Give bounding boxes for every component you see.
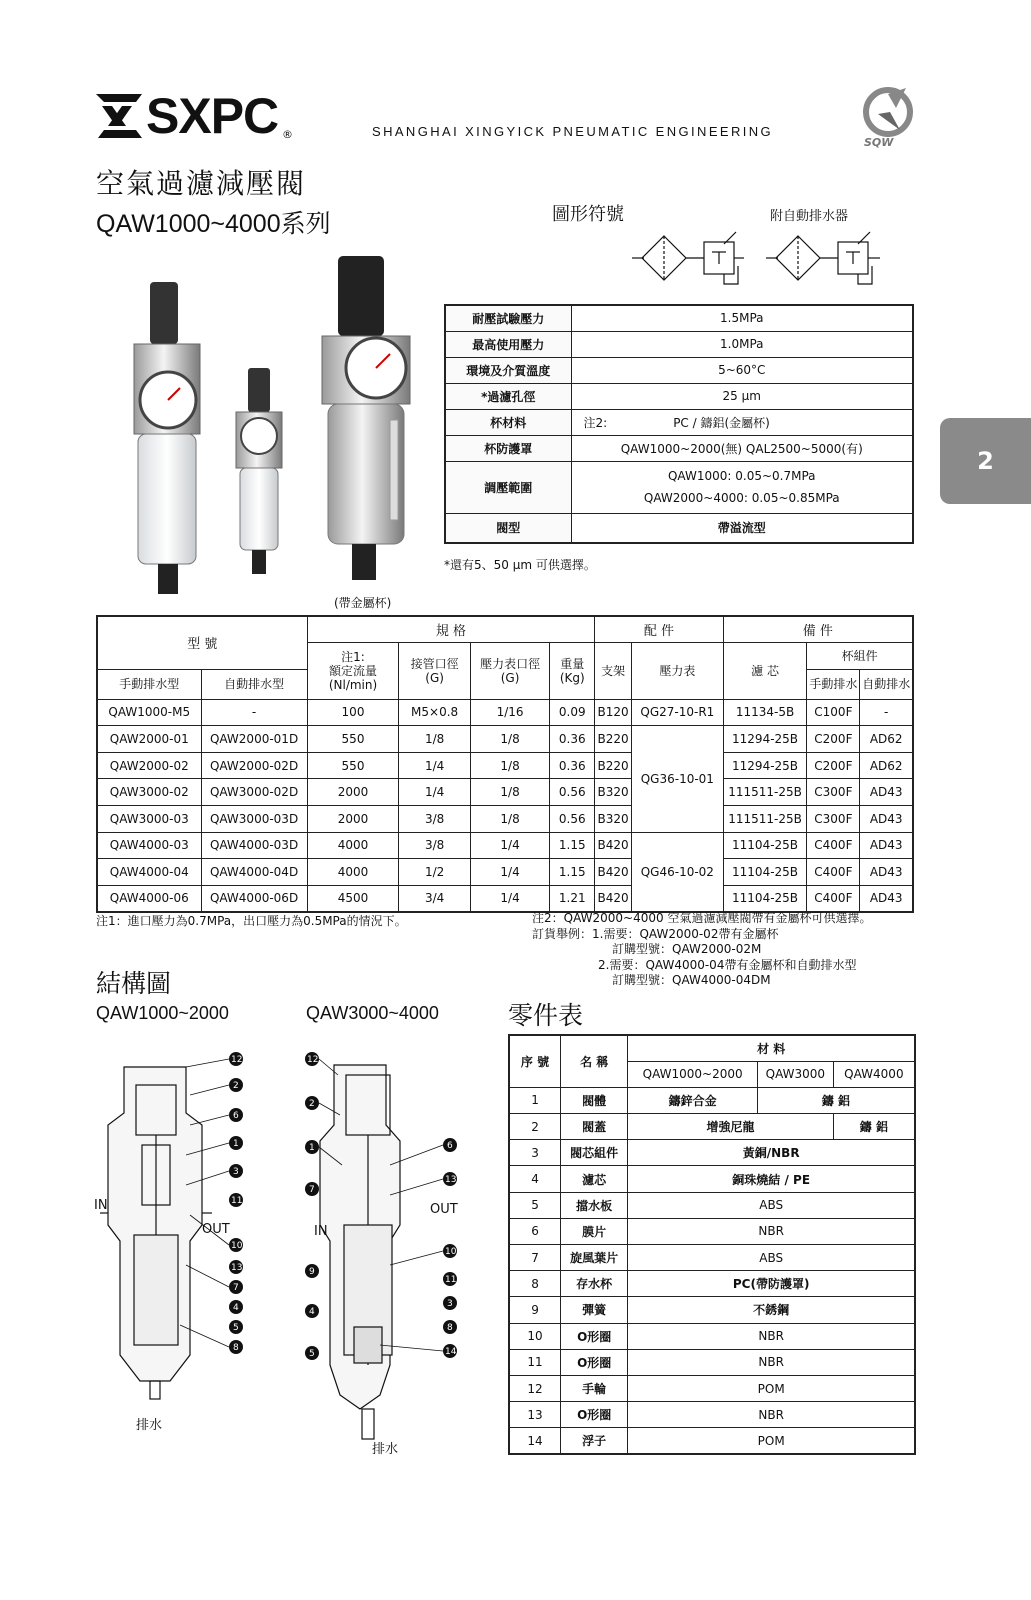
cell: 4500: [307, 885, 399, 912]
cell: 1.21: [550, 885, 595, 912]
cell: M5×0.8: [399, 699, 470, 726]
cell: AD43: [860, 779, 913, 806]
cell: 11104-25B: [723, 859, 807, 886]
svg-text:5: 5: [309, 1349, 315, 1359]
callout: [229, 1300, 243, 1314]
cell: 9: [509, 1297, 561, 1323]
header-cup-auto: 自動排水: [860, 669, 913, 699]
callout: [443, 1272, 457, 1286]
cell: 1/8: [470, 779, 550, 806]
cell: -: [201, 699, 307, 726]
callout: [305, 1304, 319, 1318]
table-row: [97, 726, 913, 753]
cell: 1/8: [399, 726, 470, 753]
spec-value: QAW1000~2000(無) QAL2500~5000(有): [571, 435, 913, 461]
pneumatic-symbols-icon: [628, 222, 888, 294]
header-cup-manual: 手動排水: [807, 669, 860, 699]
cell: QAW2000-01D: [201, 726, 307, 753]
cell: 11: [509, 1349, 561, 1375]
cell: 11134-5B: [723, 699, 807, 726]
range-line-2: QAW2000~4000: 0.05~0.85MPa: [643, 491, 840, 505]
cell: 8: [509, 1271, 561, 1297]
cell: QAW4000-03D: [201, 832, 307, 859]
callout: [229, 1052, 243, 1066]
note-line: 2.需要：QAW4000-04帶有金屬杯和自動排水型: [598, 957, 857, 972]
svg-text:7: 7: [233, 1283, 239, 1293]
callout: [443, 1244, 457, 1258]
svg-text:13: 13: [231, 1263, 243, 1273]
cell: B320: [595, 806, 632, 833]
cell: 手輪: [561, 1375, 628, 1401]
cell: POM: [628, 1375, 915, 1401]
svg-text:12: 12: [307, 1055, 319, 1065]
callout: [305, 1264, 319, 1278]
cell: C400F: [807, 859, 860, 886]
auto-drain-label: 附自動排水器: [770, 209, 849, 224]
header-bracket: 支架: [595, 643, 632, 700]
parts-table: [508, 1034, 916, 1455]
structure-label-a: QAW1000~2000: [96, 1003, 229, 1023]
spec-key: 耐壓試驗壓力: [445, 305, 571, 331]
callout: [229, 1238, 243, 1252]
cell: QAW2000-01: [97, 726, 201, 753]
table-row: [509, 1218, 915, 1244]
svg-text:6: 6: [447, 1141, 453, 1151]
cell: 鑄鋅合金: [628, 1087, 758, 1113]
header-spec: 規 格: [307, 616, 595, 643]
sqw-text: SQW: [864, 136, 894, 149]
cell: O形圈: [561, 1349, 628, 1375]
svg-text:1: 1: [233, 1139, 239, 1149]
table-row: [509, 1402, 915, 1428]
cell: B220: [595, 726, 632, 753]
spec-key: 調壓範圍: [445, 461, 571, 513]
svg-text:4: 4: [309, 1307, 315, 1317]
cell: AD43: [860, 806, 913, 833]
cell: 1/16: [470, 699, 550, 726]
callouts-left: [229, 1052, 243, 1354]
header-auto: 自動排水型: [201, 669, 307, 699]
spec-key: 杯材料: [445, 409, 571, 435]
table-row: [97, 699, 913, 726]
header-model: 型 號: [97, 616, 307, 669]
callout: [443, 1138, 457, 1152]
sxpc-mark-icon: [96, 94, 144, 138]
cell: ABS: [628, 1192, 915, 1218]
header-no: 序 號: [509, 1035, 561, 1087]
cell: 1/4: [470, 859, 550, 886]
cell: 1/4: [399, 779, 470, 806]
cell: B220: [595, 752, 632, 779]
structure-drawing: [90, 1045, 470, 1465]
spec-row: [445, 383, 913, 409]
svg-text:12: 12: [231, 1055, 243, 1065]
callout: [229, 1078, 243, 1092]
table-row: [509, 1323, 915, 1349]
table-row: [509, 1375, 915, 1401]
cell: 6: [509, 1218, 561, 1244]
cell: 0.56: [550, 806, 595, 833]
spec-row: [445, 435, 913, 461]
note-line: 訂貨舉例：1.需要：QAW2000-02帶有金屬杯: [532, 926, 779, 941]
spec-key: 閥型: [445, 513, 571, 543]
cell: 擋水板: [561, 1192, 628, 1218]
header-material: 材 料: [628, 1035, 915, 1061]
product-images: [120, 250, 440, 605]
callout: [229, 1260, 243, 1274]
spec-value: [571, 461, 913, 513]
table-row: [509, 1245, 915, 1271]
company-name: SHANGHAI XINGYICK PNEUMATIC ENGINEERING: [372, 124, 774, 139]
cell: QAW2000-02D: [201, 752, 307, 779]
svg-text:2: 2: [309, 1099, 315, 1109]
model-table: [96, 615, 914, 913]
cell: C400F: [807, 832, 860, 859]
cell: NBR: [628, 1402, 915, 1428]
table-row: [509, 1192, 915, 1218]
cell: NBR: [628, 1323, 915, 1349]
cell: 黃銅/NBR: [628, 1140, 915, 1166]
cell: QAW3000-03: [97, 806, 201, 833]
cell: 銅珠燒結 / PE: [628, 1166, 915, 1192]
cell: O形圈: [561, 1402, 628, 1428]
out-label-left: OUT: [202, 1222, 230, 1237]
cell: 13: [509, 1402, 561, 1428]
svg-text:3: 3: [447, 1299, 453, 1309]
cell: 鑄 鋁: [757, 1087, 915, 1113]
cell: AD43: [860, 859, 913, 886]
cell: 1.15: [550, 859, 595, 886]
spec-row: [445, 357, 913, 383]
cell: 3/8: [399, 806, 470, 833]
sqw-emblem-icon: [860, 84, 920, 140]
cell: 10: [509, 1323, 561, 1349]
header-m1: QAW1000~2000: [628, 1061, 758, 1087]
cell-gauge-merged: QG46-10-02: [631, 832, 723, 912]
spec-value: 25 μm: [571, 383, 913, 409]
cell: 1/2: [399, 859, 470, 886]
cell: 111511-25B: [723, 806, 807, 833]
cell: QAW4000-06: [97, 885, 201, 912]
spec-value: [571, 409, 913, 435]
svg-text:6: 6: [233, 1111, 239, 1121]
callout: [229, 1340, 243, 1354]
registered-mark: ®: [282, 128, 293, 141]
cell: B420: [595, 832, 632, 859]
svg-text:4: 4: [233, 1303, 239, 1313]
callout: [305, 1096, 319, 1110]
cell: C200F: [807, 726, 860, 753]
table-row: [97, 832, 913, 859]
cell: 2: [509, 1114, 561, 1140]
header-row: [97, 616, 913, 643]
spec-note-ref: 注2:: [583, 415, 608, 430]
table-row: [509, 1271, 915, 1297]
drawing-right: [320, 1065, 400, 1439]
callout: [443, 1344, 457, 1358]
callout: [305, 1140, 319, 1154]
unit-large: [134, 282, 200, 594]
svg-text:10: 10: [445, 1247, 457, 1257]
spec-key: 杯防護罩: [445, 435, 571, 461]
cell: 11294-25B: [723, 726, 807, 753]
header-row: [509, 1035, 915, 1061]
cell: 存水杯: [561, 1271, 628, 1297]
svg-text:2: 2: [233, 1081, 239, 1091]
spec-value: 帶溢流型: [571, 513, 913, 543]
callout: [443, 1320, 457, 1334]
cell: QAW1000-M5: [97, 699, 201, 726]
spec-value-text: PC / 鑄鋁(金屬杯): [673, 415, 770, 430]
cell: 彈簧: [561, 1297, 628, 1323]
cell: 11104-25B: [723, 832, 807, 859]
svg-text:11: 11: [445, 1275, 457, 1285]
cell: QAW3000-03D: [201, 806, 307, 833]
callout: [229, 1280, 243, 1294]
cell: -: [860, 699, 913, 726]
cell: 0.09: [550, 699, 595, 726]
svg-text:3: 3: [233, 1167, 239, 1177]
cell: 浮子: [561, 1428, 628, 1454]
cell: 1/8: [470, 726, 550, 753]
spec-row: [445, 331, 913, 357]
cell: QAW4000-04D: [201, 859, 307, 886]
unit-metal-cup: [322, 256, 410, 580]
header-spare: 備 件: [723, 616, 913, 643]
callout: [229, 1108, 243, 1122]
cell: 增強尼龍: [628, 1114, 833, 1140]
header-flow: 注1: 額定流量 (Nl/min): [307, 643, 399, 700]
header-name: 名 稱: [561, 1035, 628, 1087]
header-m3: QAW4000: [833, 1061, 915, 1087]
cell: 3/4: [399, 885, 470, 912]
cell: C200F: [807, 752, 860, 779]
cell: 閥體: [561, 1087, 628, 1113]
header-cup: 杯組件: [807, 643, 913, 670]
series-title: QAW1000~4000系列: [96, 210, 331, 238]
svg-text:8: 8: [447, 1323, 453, 1333]
structure-title: 結構圖: [96, 969, 172, 998]
callout: [229, 1193, 243, 1207]
spec-value: 1.5MPa: [571, 305, 913, 331]
cell: 鑄 鋁: [833, 1114, 915, 1140]
cell: POM: [628, 1428, 915, 1454]
cell: 濾芯: [561, 1166, 628, 1192]
cell: QAW2000-02: [97, 752, 201, 779]
spec-key: *過濾孔徑: [445, 383, 571, 409]
header-accessory: 配 件: [595, 616, 724, 643]
svg-text:5: 5: [233, 1323, 239, 1333]
spec-row: [445, 461, 913, 513]
header-port: 接管口徑 (G): [399, 643, 470, 700]
spec-value: 5~60°C: [571, 357, 913, 383]
cell: 4: [509, 1166, 561, 1192]
header-element: 濾 芯: [723, 643, 807, 700]
header-gauge-port: 壓力表口徑 (G): [470, 643, 550, 700]
cell-gauge-merged: QG36-10-01: [631, 726, 723, 832]
cell: 1/4: [470, 885, 550, 912]
cell: 14: [509, 1428, 561, 1454]
cell: AD62: [860, 726, 913, 753]
drawing-left: [100, 1067, 212, 1399]
header-gauge: 壓力表: [631, 643, 723, 700]
svg-text:8: 8: [233, 1343, 239, 1353]
cell: 12: [509, 1375, 561, 1401]
cell: 550: [307, 726, 399, 753]
cell: 3/8: [399, 832, 470, 859]
table-row: [509, 1087, 915, 1113]
svg-text:7: 7: [309, 1185, 315, 1195]
cell: 11294-25B: [723, 752, 807, 779]
cell: 100: [307, 699, 399, 726]
callout: [229, 1320, 243, 1334]
metal-cup-caption: (帶金屬杯): [334, 596, 392, 610]
cell: C300F: [807, 806, 860, 833]
table-row: [509, 1297, 915, 1323]
parts-title: 零件表: [508, 1001, 584, 1030]
symbols-label: 圖形符號: [552, 204, 624, 225]
callout: [443, 1296, 457, 1310]
cell: QAW3000-02: [97, 779, 201, 806]
table-row: [97, 806, 913, 833]
cell: 2000: [307, 806, 399, 833]
cell: AD62: [860, 752, 913, 779]
cell: AD43: [860, 885, 913, 912]
callout: [305, 1182, 319, 1196]
footnote-2: [532, 911, 871, 989]
spec-footnote: *還有5、50 μm 可供選擇。: [444, 558, 596, 572]
spec-row: [445, 305, 913, 331]
cell: C400F: [807, 885, 860, 912]
in-label-left: IN: [94, 1198, 108, 1213]
cell: 1/4: [470, 832, 550, 859]
svg-text:1: 1: [309, 1143, 315, 1153]
table-row: [97, 752, 913, 779]
cell: 旋風葉片: [561, 1245, 628, 1271]
cell: 2000: [307, 779, 399, 806]
cell: 4000: [307, 832, 399, 859]
sqw-logo: [860, 84, 920, 154]
table-row: [509, 1428, 915, 1454]
cell: QAW3000-02D: [201, 779, 307, 806]
brand-name: SXPC: [146, 88, 279, 144]
callout: [229, 1164, 243, 1178]
table-row: [97, 859, 913, 886]
table-row: [97, 885, 913, 912]
cell: NBR: [628, 1349, 915, 1375]
note-line: 注2：QAW2000~4000 空氣過濾減壓閥帶有金屬杯可供選擇。: [532, 911, 872, 925]
cell: 1.15: [550, 832, 595, 859]
drain-label-right: 排水: [372, 1442, 399, 1457]
cell: 膜片: [561, 1218, 628, 1244]
callout: [443, 1172, 457, 1186]
unit-small: [236, 368, 282, 574]
cell: 7: [509, 1245, 561, 1271]
cell: 550: [307, 752, 399, 779]
cell: 閥芯組件: [561, 1140, 628, 1166]
cell: 4000: [307, 859, 399, 886]
cell: PC(帶防護罩): [628, 1271, 915, 1297]
cell: 1/4: [399, 752, 470, 779]
brand-logo: [96, 88, 296, 144]
cell: C100F: [807, 699, 860, 726]
cell: 不銹鋼: [628, 1297, 915, 1323]
spec-key: 環境及介質溫度: [445, 357, 571, 383]
note-line: 訂購型號：QAW4000-04DM: [612, 973, 771, 987]
spec-row: [445, 409, 913, 435]
cell: QAW4000-04: [97, 859, 201, 886]
cell: O形圈: [561, 1323, 628, 1349]
cell: B120: [595, 699, 632, 726]
callout: [305, 1052, 319, 1066]
svg-text:14: 14: [445, 1347, 457, 1357]
cell: NBR: [628, 1218, 915, 1244]
cell: 0.36: [550, 752, 595, 779]
table-row: [509, 1114, 915, 1140]
cell: ABS: [628, 1245, 915, 1271]
table-row: [509, 1349, 915, 1375]
callout: [229, 1136, 243, 1150]
cell: QAW4000-06D: [201, 885, 307, 912]
note-line: 訂購型號：QAW2000-02M: [612, 942, 762, 956]
cell: 11104-25B: [723, 885, 807, 912]
cell: QG27-10-R1: [631, 699, 723, 726]
cell: 1/8: [470, 752, 550, 779]
header-manual: 手動排水型: [97, 669, 201, 699]
spec-key: 最高使用壓力: [445, 331, 571, 357]
section-tab: 2: [940, 418, 1031, 504]
cell: 0.56: [550, 779, 595, 806]
callout: [305, 1346, 319, 1360]
spec-value: 1.0MPa: [571, 331, 913, 357]
footnote-1: 注1：進口壓力為0.7MPa，出口壓力為0.5MPa的情況下。: [96, 914, 407, 928]
svg-text:13: 13: [445, 1175, 457, 1185]
cell: 1: [509, 1087, 561, 1113]
cell: B420: [595, 885, 632, 912]
table-row: [509, 1140, 915, 1166]
cell: 5: [509, 1192, 561, 1218]
header-weight: 重量 (Kg): [550, 643, 595, 700]
cell: 閥蓋: [561, 1114, 628, 1140]
spec-row: [445, 513, 913, 543]
table-row: [509, 1166, 915, 1192]
cell: 111511-25B: [723, 779, 807, 806]
svg-text:9: 9: [309, 1267, 315, 1277]
page-title: 空氣過濾減壓閥: [96, 167, 307, 200]
structure-label-b: QAW3000~4000: [306, 1003, 439, 1023]
table-row: [97, 779, 913, 806]
cell: B420: [595, 859, 632, 886]
cell: 1/8: [470, 806, 550, 833]
cell: 3: [509, 1140, 561, 1166]
range-line-1: QAW1000: 0.05~0.7MPa: [667, 469, 816, 483]
spec-table: [444, 304, 914, 544]
cell: B320: [595, 779, 632, 806]
out-label-right: OUT: [430, 1202, 458, 1217]
cell: AD43: [860, 832, 913, 859]
cell: QAW4000-03: [97, 832, 201, 859]
in-label-right: IN: [314, 1224, 328, 1239]
svg-text:10: 10: [231, 1241, 243, 1251]
header-m2: QAW3000: [757, 1061, 833, 1087]
drain-label-left: 排水: [136, 1418, 163, 1433]
cell: C300F: [807, 779, 860, 806]
svg-text:11: 11: [231, 1196, 243, 1206]
cell: 0.36: [550, 726, 595, 753]
